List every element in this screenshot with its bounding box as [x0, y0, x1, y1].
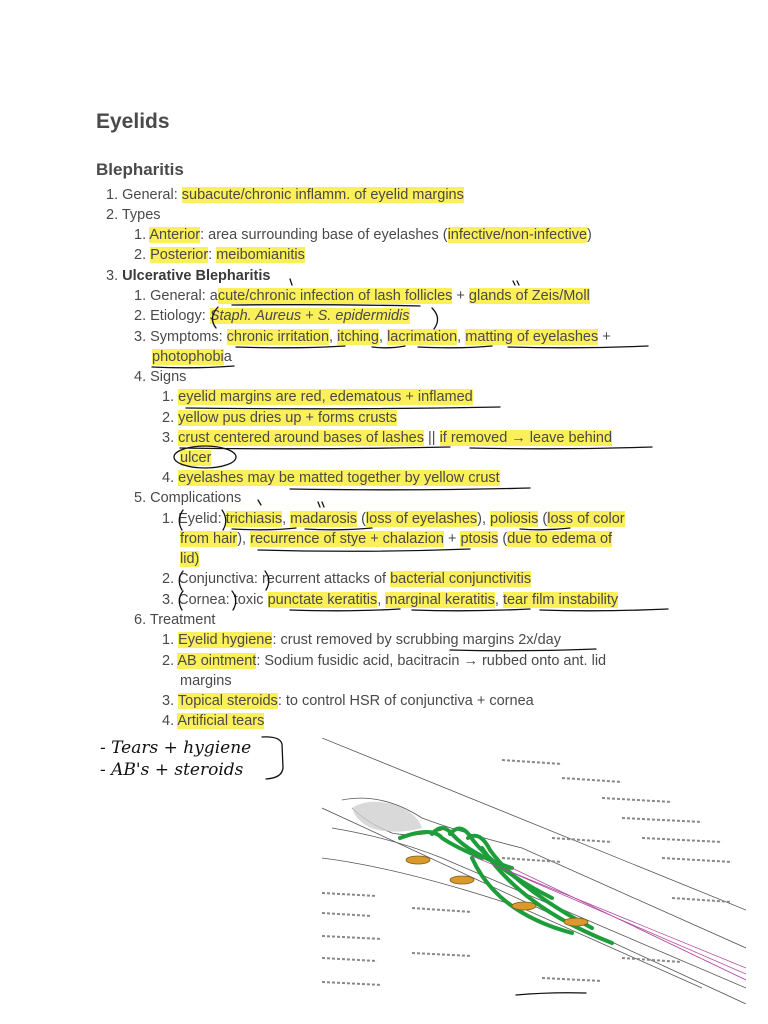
highlighted-text: lid) [180, 551, 200, 567]
highlighted-text: Topical steroids [177, 693, 278, 709]
item-text: : Sodium fusidic acid, bacitracin → rubbed onto ant. lid [256, 653, 607, 669]
item-text: margins [180, 673, 232, 689]
list-item-continuation [152, 347, 232, 367]
item-text: ) [587, 227, 592, 243]
highlighted-text: crust centered around bases of lashes [178, 430, 424, 446]
item-text: Cornea: toxic [178, 592, 268, 608]
list-number: 1. [162, 511, 175, 527]
highlighted-text: from hair [180, 531, 238, 547]
list-item [106, 266, 270, 286]
highlighted-text: recurrence of stye + chalazion [250, 531, 444, 547]
item-text: ( [498, 531, 508, 547]
underline-mark [290, 488, 530, 490]
list-number: 2. [106, 207, 119, 223]
diagram-outline [322, 738, 746, 1004]
list-item [162, 408, 397, 428]
list-item [134, 245, 305, 265]
tick-mark [513, 281, 519, 285]
subsection-heading: Ulcerative Blepharitis [122, 268, 271, 284]
section-heading: Blepharitis [96, 160, 184, 179]
list-item [162, 387, 473, 407]
list-item [162, 569, 531, 589]
list-number: 3. [162, 693, 175, 709]
highlighted-text: trichiasis [225, 511, 283, 527]
highlighted-text: infective/non-infective [447, 227, 588, 243]
list-item [162, 468, 500, 488]
list-number: 2. [134, 247, 147, 263]
item-text: ), [477, 511, 491, 527]
list-number: 3. [106, 268, 119, 284]
list-number: 4. [162, 713, 175, 729]
item-text: + [598, 329, 611, 345]
bracket-mark [262, 737, 283, 779]
list-number: 1. [134, 288, 147, 304]
highlighted-text: photophobi [152, 349, 224, 365]
list-item [162, 691, 534, 711]
item-text: Eyelid: [178, 511, 226, 527]
item-text: Types [121, 207, 161, 223]
highlighted-text: tear film instability [502, 592, 619, 608]
item-text: , [282, 511, 291, 527]
handwritten-note: - Tears + hygiene [100, 738, 252, 758]
list-number: 4. [134, 369, 147, 385]
label-lines [322, 760, 732, 985]
highlighted-text: AB ointment [177, 653, 257, 669]
list-item [162, 590, 618, 610]
highlighted-text: glands of Zeis/Moll [468, 288, 590, 304]
item-text: , [494, 592, 503, 608]
list-item [134, 488, 241, 508]
tick-mark [258, 500, 261, 505]
list-item-continuation [180, 671, 232, 691]
item-text: : [208, 247, 217, 263]
highlighted-text: marginal keratitis [385, 592, 495, 608]
item-text: : area surrounding base of eyelashes ( [200, 227, 448, 243]
item-text: , [379, 329, 388, 345]
list-number: 4. [162, 470, 175, 486]
item-text: : crust removed by scrubbing margins 2x/day [272, 632, 561, 648]
highlighted-text: poliosis [490, 511, 539, 527]
item-text: Conjunctiva: recurrent attacks of [178, 571, 391, 587]
item-text: a [223, 349, 232, 365]
item-text: ( [538, 511, 548, 527]
highlighted-text: chronic irritation [226, 329, 330, 345]
tick-mark [290, 279, 292, 285]
highlighted-text: eyelashes may be matted together by yellow crust [178, 470, 500, 486]
highlighted-text: bacterial conjunctivitis [390, 571, 532, 587]
item-text: Treatment [149, 612, 216, 628]
highlighted-text: Artificial tears [177, 713, 265, 729]
highlighted-text: madarosis [290, 511, 358, 527]
list-number: 2. [162, 653, 175, 669]
item-text: : to control HSR of conjunctiva + cornea [277, 693, 534, 709]
item-text: Etiology: [150, 308, 210, 324]
item-text: General: [122, 187, 182, 203]
item-text: General: a [150, 288, 218, 304]
list-number: 5. [134, 490, 147, 506]
list-item-continuation [180, 549, 199, 569]
list-item [134, 367, 186, 387]
list-number: 2. [162, 571, 175, 587]
highlighted-text: Eyelid hygiene [178, 632, 273, 648]
item-text: Complications [150, 490, 242, 506]
list-item-continuation [180, 448, 211, 468]
item-text: Symptoms: [150, 329, 227, 345]
item-text: , [377, 592, 386, 608]
list-item [162, 509, 625, 529]
list-number: 3. [162, 430, 175, 446]
list-item [162, 711, 264, 731]
list-number: 1. [106, 187, 119, 203]
list-item [134, 327, 611, 347]
tick-mark [318, 502, 324, 507]
highlighted-text: ulcer [180, 450, 212, 466]
highlighted-text: yellow pus dries up + forms crusts [178, 410, 397, 426]
list-item-continuation [180, 529, 612, 549]
highlighted-text: due to edema of [507, 531, 613, 547]
list-number: 2. [134, 308, 147, 324]
highlighted-text: itching [337, 329, 379, 345]
item-text: || [423, 430, 440, 446]
item-text: ), [237, 531, 251, 547]
highlighted-text: subacute/chronic inflamm. of eyelid margins [181, 187, 464, 203]
highlighted-text: loss of eyelashes [365, 511, 478, 527]
list-item [134, 286, 590, 306]
list-item [134, 610, 215, 630]
list-item [134, 306, 410, 326]
highlighted-text: eyelid margins are red, edematous + inflamed [178, 389, 473, 405]
list-number: 6. [134, 612, 147, 628]
highlighted-text: punctate keratitis [267, 592, 378, 608]
circle-mark [432, 308, 438, 329]
list-item [106, 185, 464, 205]
list-item [162, 651, 606, 671]
handwritten-note: - AB's + steroids [100, 760, 244, 780]
item-text: , [329, 329, 338, 345]
item-text: Signs [150, 369, 187, 385]
highlighted-text: ptosis [460, 531, 499, 547]
list-number: 1. [162, 389, 175, 405]
highlighted-text: cute/chronic infection of lash follicles [217, 288, 453, 304]
highlighted-text: if removed → leave behind [439, 430, 613, 446]
list-number: 1. [134, 227, 147, 243]
list-item [162, 428, 612, 448]
item-text: , [457, 329, 466, 345]
highlighted-text: meibomianitis [216, 247, 305, 263]
page-title: Eyelids [96, 110, 170, 133]
underline-mark [258, 549, 470, 551]
item-text: + [443, 531, 461, 547]
list-number: 3. [134, 329, 147, 345]
highlighted-text: matting of eyelashes [465, 329, 599, 345]
highlighted-text: Posterior [150, 247, 209, 263]
list-item [162, 630, 561, 650]
list-item [134, 225, 592, 245]
item-text: ( [357, 511, 366, 527]
list-item [106, 205, 161, 225]
list-number: 3. [162, 592, 175, 608]
highlighted-text: lacrimation [387, 329, 458, 345]
item-text: + [452, 288, 469, 304]
eyelid-diagram [322, 738, 746, 1004]
highlighted-text: Staph. Aureus + S. epidermidis [209, 308, 410, 324]
list-number: 1. [162, 632, 175, 648]
highlighted-text: loss of color [547, 511, 625, 527]
highlighted-text: Anterior [149, 227, 201, 243]
list-number: 2. [162, 410, 175, 426]
